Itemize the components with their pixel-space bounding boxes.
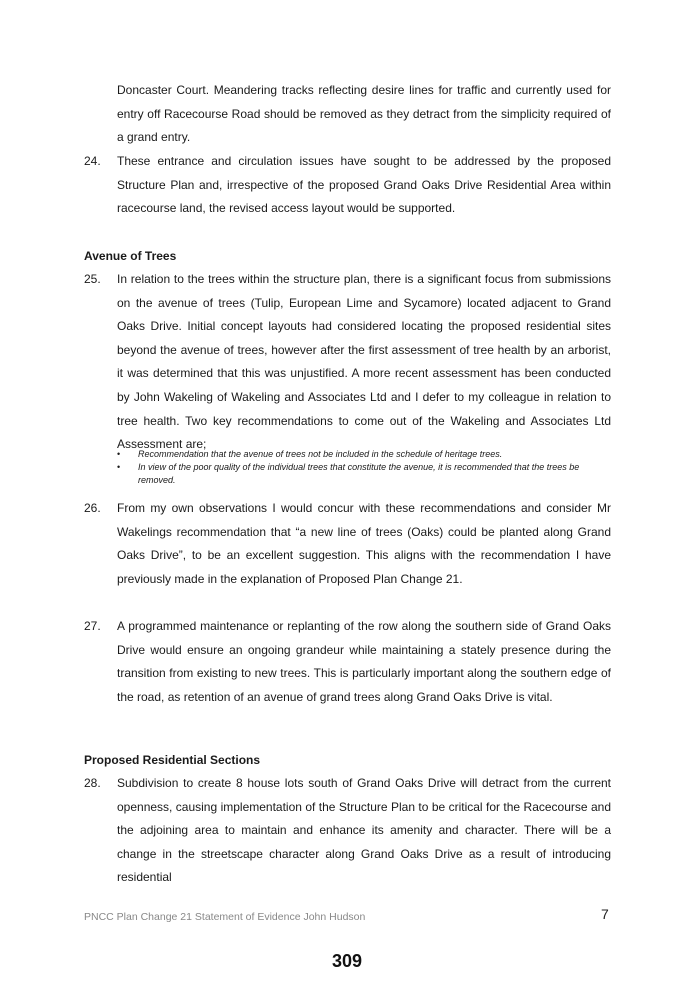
footer-text: PNCC Plan Change 21 Statement of Evidence John Hudson	[84, 911, 366, 923]
paragraph-24-number: 24.	[84, 154, 101, 168]
list-item-text: In view of the poor quality of the individual trees that constitute the avenue, it is recommended that the trees be removed.	[138, 462, 580, 485]
paragraph-26: From my own observations I would concur with these recommendations and consider Mr Wakelings recommendation that “a new line of trees (Oaks) could be planted along Grand Oaks Drive”, to be an excellent suggestion. This aligns with the recommendation I have previously made in the explanation of Proposed Plan Change 21.	[117, 501, 611, 586]
heading-avenue-of-trees: Avenue of Trees	[84, 249, 177, 263]
continuation-paragraph: Doncaster Court. Meandering tracks reflecting desire lines for traffic and currently used for entry off Racecourse Road should be removed as they detract from the simplicity required of a grand entry.	[117, 83, 611, 145]
heading-proposed-residential-sections: Proposed Residential Sections	[84, 753, 261, 767]
list-item	[117, 461, 611, 487]
page-number: 7	[601, 906, 609, 922]
bates-stamp-number: 309	[331, 951, 363, 971]
paragraph-26-number: 26.	[84, 501, 101, 515]
list-item	[117, 448, 611, 461]
list-item-text: Recommendation that the avenue of trees not be included in the schedule of heritage trees.	[138, 449, 503, 459]
paragraph-27-number: 27.	[84, 619, 101, 633]
paragraph-24: These entrance and circulation issues have sought to be addressed by the proposed Structure Plan and, irrespective of the proposed Grand Oaks Drive Residential Area within racecourse land, the revised access layout would be supported.	[117, 154, 611, 216]
paragraph-28: Subdivision to create 8 house lots south of Grand Oaks Drive will detract from the current openness, causing implementation of the Structure Plan to be critical for the Racecourse and the adjoining area to maintain and enhance its amenity and character. There will be a change in the streetscape character along Grand Oaks Drive as a result of introducing residential	[117, 776, 611, 885]
paragraph-27: A programmed maintenance or replanting of the row along the southern side of Grand Oaks Drive would ensure an ongoing grandeur while maintaining a stately presence during the transition from existing to new trees. This is particularly important along the southern edge of the road, as retention of an avenue of grand trees along Grand Oaks Drive is vital.	[117, 619, 611, 704]
recommendations-list	[117, 448, 611, 487]
paragraph-25-number: 25.	[84, 272, 101, 286]
paragraph-28-number: 28.	[84, 776, 101, 790]
bullet-icon: •	[117, 462, 121, 472]
paragraph-25: In relation to the trees within the structure plan, there is a significant focus from submissions on the avenue of trees (Tulip, European Lime and Sycamore) located adjacent to Grand Oaks Drive. Initial concept layouts had considered locating the proposed residential sites beyond the avenue of trees, however after the first assessment of tree health by an arborist, it was determined that this was unjustified. A more recent assessment has been conducted by John Wakeling of Wakeling and Associates Ltd and I defer to my colleague in relation to tree health. Two key recommendations to come out of the Wakeling and Associates Ltd Assessment are;	[117, 272, 611, 452]
bullet-icon: •	[117, 449, 121, 459]
